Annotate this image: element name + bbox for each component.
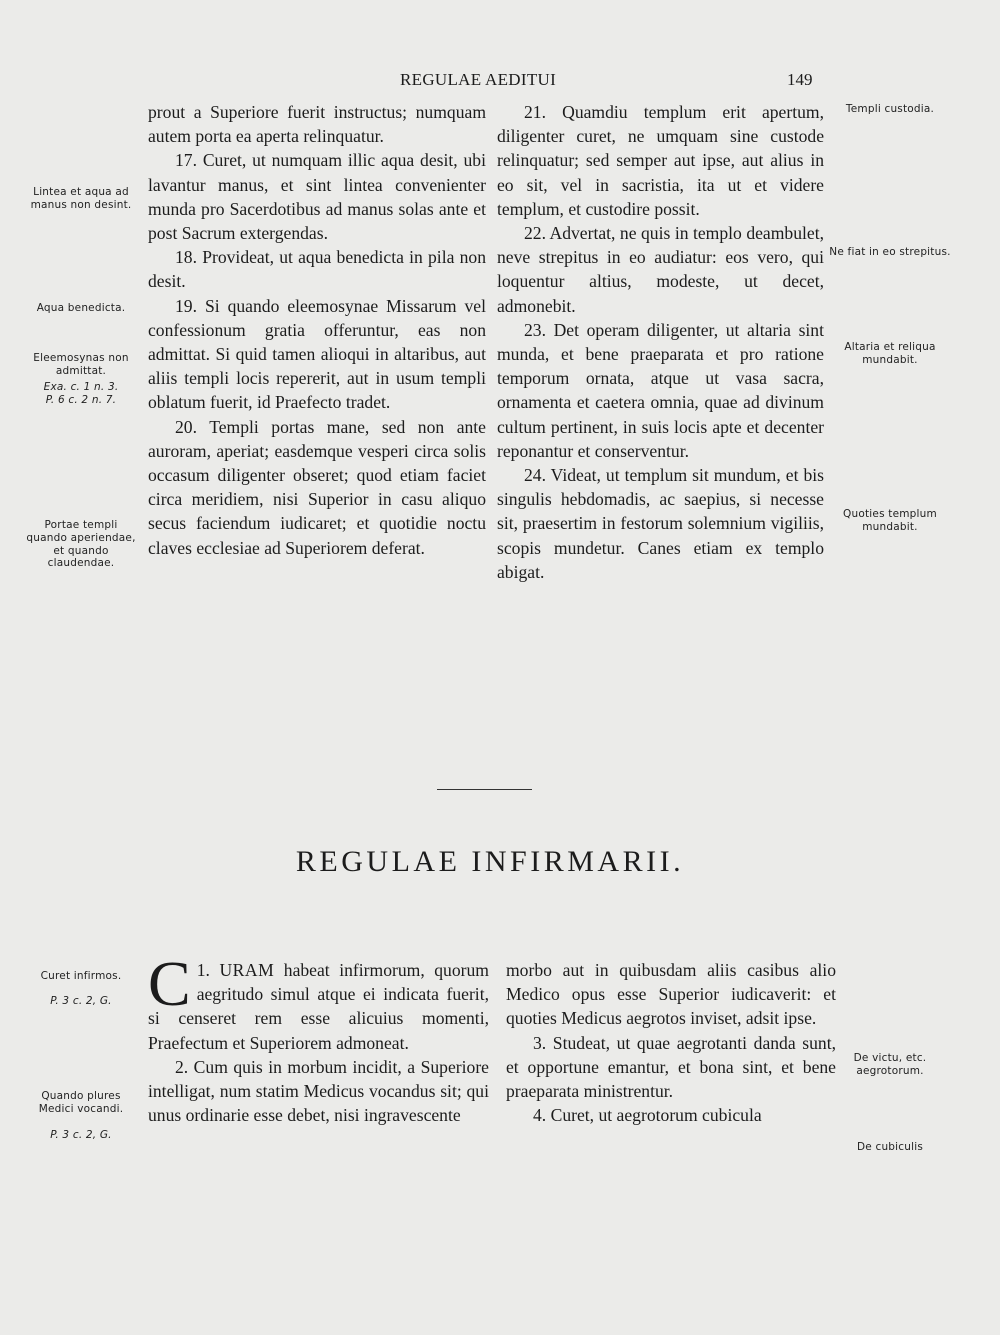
paragraph-4: 4. Curet, ut aegrotorum cubicula <box>533 1105 762 1126</box>
paragraph-text: habeat infirmorum, quorum aegritudo simul atque ei indicata fuerit, si censeret rem esse alicuius momenti, Praefectum et Superiorem admoneat. <box>148 960 489 1053</box>
running-title: REGULAE AEDITUI <box>400 70 557 89</box>
margin-note-strepitus: Ne fiat in eo strepitus. <box>829 246 951 258</box>
paragraph-19: 19. Si quando eleemosynae Missarum vel confessionum gratia offeruntur, eas non admittat. Si quid tamen alioqui in altaribus, aut aliis templi locis repererit, aut in usum templi oblatum fuerit, id Praefecto tradet. <box>148 295 486 413</box>
paragraph-2: 2. Cum quis in morbum incidit, a Superiore intelligat, num statim Medicus vocandus sit; qui unus ordinarie esse debet, nisi ingravescente <box>148 1056 489 1126</box>
paragraph-17: 17. Curet, ut numquam illic aqua desit, ubi lavantur manus, et sint lintea convenienter munda pro Sacerdotibus ad manus solas ante et post Sacrum extergendas. <box>148 150 486 244</box>
paragraph-22: 22. Advertat, ne quis in templo deambulet, neve strepitus in eo audiatur: eos vero, qui loquentur altius, modeste, ut decet, admonebit. <box>497 223 824 316</box>
infirmarii-right-column <box>506 958 836 1127</box>
infirmarii-left-column <box>148 948 489 1127</box>
drop-cap: C <box>148 948 191 1019</box>
paragraph-23: 23. Det operam diligenter, ut altaria sint munda, et bene praeparata et pro ratione temporum ornata, atque ut vasa sacra, ornamenta et caetera omnia, quae ad divinum cultum pertinent, in suis locis apte et decenter reponantur et conserventur. <box>497 319 824 461</box>
margin-note-eleemosynas: Eleemosynas non admittat. <box>33 352 129 377</box>
paragraph-continuation: prout a Superiore fuerit instructus; numquam autem porta ea aperta relinquatur. <box>148 102 486 147</box>
paragraph-18: 18. Provideat, ut aqua benedicta in pila non desit. <box>148 247 486 292</box>
page-number: 149 <box>787 70 813 89</box>
paragraph-3: 3. Studeat, ut quae aegrotanti danda sunt, et opportune emantur, et bona sint, et bene praeparata ministrentur. <box>506 1032 836 1102</box>
paragraph-2-continuation: morbo aut in quibusdam aliis casibus alio Medico opus esse Superior iudicaverit: et quoties Medicus aegrotos inviset, adsit ipse. <box>506 960 836 1029</box>
margin-note-templi-custodia: Templi custodia. <box>845 103 935 115</box>
paragraph-1 <box>148 948 489 1055</box>
margin-note-cubiculis: De cubiculis <box>856 1141 924 1153</box>
paragraph-20: 20. Templi portas mane, sed non ante auroram, aperiat; easdemque vesperi circa solis occasum diligenter obseret; quod etiam faciet circa meridiem, nisi Superior in casu aliquo secus faciendum iudicaret; et quotidie noctu claves ecclesiae ad Superiorem deferat. <box>148 416 486 558</box>
margin-note-quoties: Quoties templum mundabit. <box>843 508 937 533</box>
margin-note-ref: P. 3 c. 2, G. <box>50 1129 112 1141</box>
margin-note-ref: P. 3 c. 2, G. <box>50 995 112 1007</box>
paragraph-24: 24. Videat, ut templum sit mundum, et bis singulis hebdomadis, ac saepius, si necesse sit, praesertim in festorum solemnium vigiliis, scopis mundetur. Canes etiam ex templo abigat. <box>497 465 824 582</box>
paragraph-21: 21. Quamdiu templum erit apertum, diligenter curet, ne umquam sine custode relinquatur; sed semper aut ipse, aut alius in eo sit, vel in sacristia, ita ut et videre templum, et custodire possit. <box>497 102 824 219</box>
section-title: REGULAE INFIRMARII. <box>295 845 685 878</box>
margin-note-ref: Exa. c. 1 n. 3. <box>43 381 119 393</box>
margin-note-medici: Quando plures Medici vocandi. <box>38 1090 124 1115</box>
margin-note-ref: P. 6 c. 2 n. 7. <box>45 394 117 406</box>
margin-note-lintea: Lintea et aqua ad manus non desint. <box>30 186 132 211</box>
margin-note-curet: Curet infirmos. <box>40 970 122 982</box>
section-divider <box>437 789 532 790</box>
margin-note-portae: Portae templi quando aperiendae, et quando claudendae. <box>26 519 136 570</box>
margin-note-altaria: Altaria et reliqua mundabit. <box>844 341 936 366</box>
small-caps-word: URAM <box>219 960 275 980</box>
paragraph-number: 1. <box>196 960 210 980</box>
right-text-column <box>497 100 824 584</box>
margin-note-victu: De victu, etc. aegrotorum. <box>853 1052 927 1077</box>
margin-note-aqua: Aqua benedicta. <box>36 302 126 314</box>
left-text-column <box>148 100 486 560</box>
